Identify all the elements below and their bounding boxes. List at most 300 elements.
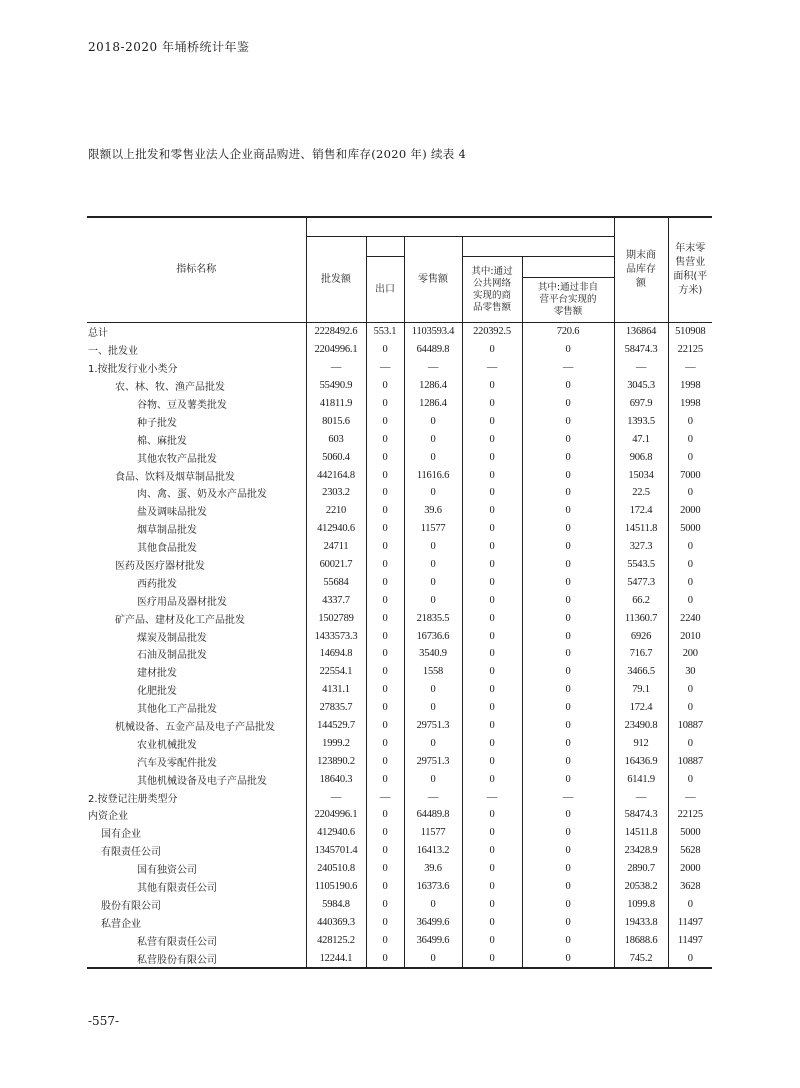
- cell-online-retail: 0: [462, 412, 522, 430]
- cell-wholesale: 5060.4: [306, 448, 366, 466]
- row-label: 农、林、牧、渔产品批发: [115, 382, 225, 394]
- cell-wholesale: 4131.1: [306, 681, 366, 699]
- cell-export: 0: [366, 645, 404, 663]
- cell-export: 0: [366, 412, 404, 430]
- cell-retail-area: 0: [668, 448, 712, 466]
- cell-retail-area: 1998: [668, 377, 712, 395]
- row-label: 西药批发: [137, 578, 177, 590]
- cell-nonself-retail: 0: [522, 591, 614, 609]
- cell-retail: 16413.2: [404, 842, 462, 860]
- cell-retail-area: 5628: [668, 842, 712, 860]
- cell-inventory: —: [614, 788, 668, 806]
- cell-inventory: 5543.5: [614, 556, 668, 574]
- cell-export: 0: [366, 770, 404, 788]
- cell-retail: 0: [404, 538, 462, 556]
- cell-inventory: 912: [614, 734, 668, 752]
- cell-online-retail: 0: [462, 395, 522, 413]
- cell-retail: 0: [404, 681, 462, 699]
- cell-inventory: 6141.9: [614, 770, 668, 788]
- cell-retail-area: 510908: [668, 323, 712, 341]
- cell-export: 0: [366, 949, 404, 968]
- row-label: 烟草制品批发: [137, 525, 197, 537]
- cell-online-retail: 0: [462, 806, 522, 824]
- cell-retail-area: 0: [668, 949, 712, 968]
- cell-online-retail: 0: [462, 430, 522, 448]
- cell-inventory: 3466.5: [614, 663, 668, 681]
- header-area-line4: 方米): [678, 285, 703, 296]
- cell-export: 0: [366, 609, 404, 627]
- cell-nonself-retail: 0: [522, 913, 614, 931]
- cell-wholesale: 412940.6: [306, 520, 366, 538]
- cell-export: 0: [366, 663, 404, 681]
- cell-retail-area: 2000: [668, 860, 712, 878]
- cell-retail: 36499.6: [404, 913, 462, 931]
- cell-online-retail: 0: [462, 484, 522, 502]
- header-area-line1: 年末零: [675, 243, 706, 254]
- cell-wholesale: 60021.7: [306, 556, 366, 574]
- cell-retail-area: 22125: [668, 341, 712, 359]
- cell-online-retail: 0: [462, 913, 522, 931]
- cell-online-retail: 0: [462, 681, 522, 699]
- cell-wholesale: 4337.7: [306, 591, 366, 609]
- cell-online-retail: 0: [462, 502, 522, 520]
- cell-retail-area: 0: [668, 591, 712, 609]
- cell-retail-area: —: [668, 359, 712, 377]
- row-label: 种子批发: [137, 417, 177, 429]
- table-row: [87, 717, 712, 735]
- cell-export: 0: [366, 341, 404, 359]
- cell-wholesale: 55684: [306, 573, 366, 591]
- row-label: 其他机械设备及电子产品批发: [137, 775, 267, 787]
- table-row: [87, 538, 712, 556]
- row-label: 医疗用品及器材批发: [137, 596, 227, 608]
- cell-retail: 0: [404, 556, 462, 574]
- cell-retail: 0: [404, 949, 462, 968]
- cell-wholesale: 55490.9: [306, 377, 366, 395]
- cell-retail-area: 5000: [668, 520, 712, 538]
- table-row: [87, 627, 712, 645]
- cell-online-retail: 0: [462, 663, 522, 681]
- cell-retail-area: 0: [668, 412, 712, 430]
- table-row: [87, 573, 712, 591]
- cell-online-retail: 0: [462, 520, 522, 538]
- cell-retail: 16373.6: [404, 878, 462, 896]
- cell-retail-area: 0: [668, 681, 712, 699]
- cell-retail-area: 0: [668, 896, 712, 914]
- table-row: [87, 788, 712, 806]
- row-label: 煤炭及制品批发: [137, 632, 207, 644]
- table-row: [87, 681, 712, 699]
- cell-wholesale: 5984.8: [306, 896, 366, 914]
- table-row: [87, 645, 712, 663]
- cell-export: 0: [366, 591, 404, 609]
- header-inventory-line2: 品库存: [626, 264, 657, 275]
- cell-retail: 0: [404, 699, 462, 717]
- cell-wholesale: 8015.6: [306, 412, 366, 430]
- cell-export: 0: [366, 520, 404, 538]
- cell-inventory: 22.5: [614, 484, 668, 502]
- cell-nonself-retail: 0: [522, 699, 614, 717]
- cell-nonself-retail: 0: [522, 878, 614, 896]
- cell-wholesale: 41811.9: [306, 395, 366, 413]
- cell-online-retail: 0: [462, 573, 522, 591]
- cell-inventory: 47.1: [614, 430, 668, 448]
- cell-nonself-retail: 0: [522, 377, 614, 395]
- header-online-top-right: [522, 257, 614, 278]
- row-label: 食品、饮料及烟草制品批发: [115, 471, 235, 483]
- table-row: [87, 502, 712, 520]
- header-online-line4: 品零售额: [472, 301, 511, 313]
- table-title: 限额以上批发和零售业法人企业商品购进、销售和库存(2020 年) 续表 4: [88, 147, 467, 161]
- cell-retail: 11577: [404, 520, 462, 538]
- cell-nonself-retail: 0: [522, 484, 614, 502]
- cell-retail: —: [404, 788, 462, 806]
- table-row: [87, 359, 712, 377]
- cell-online-retail: 0: [462, 860, 522, 878]
- row-label: 棉、麻批发: [137, 435, 187, 447]
- cell-retail-area: 10887: [668, 752, 712, 770]
- header-online-retail: [462, 257, 522, 323]
- row-label: 其他食品批发: [137, 543, 197, 555]
- row-label: 建材批发: [137, 668, 177, 680]
- table-row: [87, 806, 712, 824]
- row-label: 总计: [88, 328, 108, 340]
- cell-retail: 0: [404, 412, 462, 430]
- cell-export: 0: [366, 681, 404, 699]
- cell-nonself-retail: 0: [522, 949, 614, 968]
- cell-nonself-retail: 0: [522, 896, 614, 914]
- cell-nonself-retail: —: [522, 788, 614, 806]
- row-label: 肉、禽、蛋、奶及水产品批发: [137, 489, 267, 501]
- cell-retail-area: 0: [668, 734, 712, 752]
- cell-online-retail: 0: [462, 824, 522, 842]
- cell-wholesale: 123890.2: [306, 752, 366, 770]
- cell-retail-area: 2000: [668, 502, 712, 520]
- cell-nonself-retail: 0: [522, 502, 614, 520]
- table-row: [87, 734, 712, 752]
- cell-export: 0: [366, 824, 404, 842]
- cell-retail: 39.6: [404, 502, 462, 520]
- cell-wholesale: 603: [306, 430, 366, 448]
- row-label: 矿产品、建材及化工产品批发: [115, 614, 245, 626]
- cell-nonself-retail: 0: [522, 770, 614, 788]
- header-online-line2: 公共网络: [472, 277, 511, 289]
- cell-online-retail: —: [462, 359, 522, 377]
- header-inventory: [614, 217, 668, 323]
- table-row: [87, 931, 712, 949]
- row-label: 其他有限责任公司: [137, 883, 217, 895]
- cell-online-retail: 0: [462, 842, 522, 860]
- row-label: 化肥批发: [137, 686, 177, 698]
- header-area-line3: 面积(平: [673, 271, 708, 282]
- cell-online-retail: 0: [462, 770, 522, 788]
- cell-retail: 21835.5: [404, 609, 462, 627]
- cell-wholesale: 2210: [306, 502, 366, 520]
- cell-retail-area: —: [668, 788, 712, 806]
- cell-nonself-retail: —: [522, 359, 614, 377]
- cell-nonself-retail: 0: [522, 395, 614, 413]
- cell-export: 0: [366, 573, 404, 591]
- cell-inventory: 172.4: [614, 699, 668, 717]
- cell-wholesale: 14694.8: [306, 645, 366, 663]
- cell-wholesale: 2204996.1: [306, 341, 366, 359]
- cell-export: 0: [366, 896, 404, 914]
- cell-inventory: 172.4: [614, 502, 668, 520]
- cell-wholesale: 412940.6: [306, 824, 366, 842]
- table-row: [87, 556, 712, 574]
- header-wholesale: 批发额: [306, 237, 366, 323]
- header-nonself-retail: [522, 278, 614, 323]
- row-label: 私营股份有限公司: [87, 949, 306, 968]
- cell-retail-area: 30: [668, 663, 712, 681]
- cell-wholesale: 24711: [306, 538, 366, 556]
- cell-wholesale: 2204996.1: [306, 806, 366, 824]
- cell-wholesale: 144529.7: [306, 717, 366, 735]
- cell-inventory: 1099.8: [614, 896, 668, 914]
- cell-nonself-retail: 0: [522, 466, 614, 484]
- row-label: 其他化工产品批发: [137, 704, 217, 716]
- header-nonself-line3: 零售额: [553, 306, 583, 317]
- cell-wholesale: —: [306, 359, 366, 377]
- row-label: 医药及医疗器材批发: [115, 561, 205, 573]
- cell-inventory: 19433.8: [614, 913, 668, 931]
- cell-online-retail: 0: [462, 341, 522, 359]
- cell-inventory: 1393.5: [614, 412, 668, 430]
- cell-export: —: [366, 788, 404, 806]
- cell-nonself-retail: 0: [522, 931, 614, 949]
- cell-retail-area: 2010: [668, 627, 712, 645]
- cell-export: —: [366, 359, 404, 377]
- header-nonself-line1: 其中:通过非自: [537, 282, 599, 293]
- table-row: [87, 484, 712, 502]
- table-row: [87, 412, 712, 430]
- cell-retail-area: 11497: [668, 931, 712, 949]
- cell-online-retail: 0: [462, 949, 522, 968]
- row-label: 盐及调味品批发: [137, 507, 207, 519]
- cell-inventory: 66.2: [614, 591, 668, 609]
- cell-export: 0: [366, 878, 404, 896]
- cell-inventory: 23490.8: [614, 717, 668, 735]
- cell-retail: 1558: [404, 663, 462, 681]
- cell-export: 0: [366, 717, 404, 735]
- cell-retail-area: 2240: [668, 609, 712, 627]
- table-row: [87, 377, 712, 395]
- table-row: [87, 466, 712, 484]
- cell-export: 0: [366, 806, 404, 824]
- cell-inventory: 14511.8: [614, 520, 668, 538]
- cell-retail-area: 200: [668, 645, 712, 663]
- table-row: [87, 395, 712, 413]
- cell-inventory: 16436.9: [614, 752, 668, 770]
- header-nonself-line2: 营平台实现的: [539, 294, 597, 305]
- cell-export: 0: [366, 860, 404, 878]
- header-online-spacer: [462, 237, 614, 257]
- cell-retail: 3540.9: [404, 645, 462, 663]
- header-inventory-line1: 期末商: [626, 250, 657, 261]
- row-label: 汽车及零配件批发: [137, 757, 217, 769]
- cell-inventory: 716.7: [614, 645, 668, 663]
- cell-inventory: —: [614, 359, 668, 377]
- cell-online-retail: 0: [462, 466, 522, 484]
- cell-nonself-retail: 0: [522, 573, 614, 591]
- cell-wholesale: 428125.2: [306, 931, 366, 949]
- cell-export: 0: [366, 734, 404, 752]
- cell-export: 0: [366, 913, 404, 931]
- statistics-table-wrapper: [87, 216, 712, 969]
- table-row: [87, 896, 712, 914]
- row-label: 机械设备、五金产品及电子产品批发: [115, 722, 275, 734]
- cell-export: 0: [366, 842, 404, 860]
- cell-retail: 64489.8: [404, 806, 462, 824]
- cell-retail-area: 7000: [668, 466, 712, 484]
- cell-inventory: 23428.9: [614, 842, 668, 860]
- cell-inventory: 136864: [614, 323, 668, 341]
- cell-retail: 29751.3: [404, 717, 462, 735]
- cell-export: 0: [366, 395, 404, 413]
- row-label: 内资企业: [88, 811, 128, 823]
- cell-retail: 1103593.4: [404, 323, 462, 341]
- cell-inventory: 15034: [614, 466, 668, 484]
- cell-nonself-retail: 0: [522, 538, 614, 556]
- cell-retail: 11577: [404, 824, 462, 842]
- cell-inventory: 2890.7: [614, 860, 668, 878]
- cell-inventory: 14511.8: [614, 824, 668, 842]
- row-label: 农业机械批发: [137, 739, 197, 751]
- cell-inventory: 697.9: [614, 395, 668, 413]
- cell-export: 0: [366, 502, 404, 520]
- row-label: 股份有限公司: [101, 900, 161, 912]
- cell-nonself-retail: 0: [522, 448, 614, 466]
- cell-export: 0: [366, 627, 404, 645]
- cell-nonself-retail: 0: [522, 341, 614, 359]
- cell-nonself-retail: 0: [522, 412, 614, 430]
- header-retail-area: [668, 217, 712, 323]
- row-label: 私营有限责任公司: [137, 936, 217, 948]
- table-row: [87, 341, 712, 359]
- page-number: -557-: [88, 1014, 120, 1028]
- table-row: [87, 860, 712, 878]
- row-label: 石油及制品批发: [137, 650, 207, 662]
- table-body: [87, 323, 712, 969]
- cell-retail-area: 0: [668, 484, 712, 502]
- cell-retail-area: 0: [668, 699, 712, 717]
- cell-retail-area: 3628: [668, 878, 712, 896]
- header-blank-span: [306, 217, 614, 237]
- cell-export: 0: [366, 538, 404, 556]
- cell-nonself-retail: 0: [522, 717, 614, 735]
- cell-online-retail: 0: [462, 591, 522, 609]
- cell-retail-area: 11497: [668, 913, 712, 931]
- cell-nonself-retail: 0: [522, 860, 614, 878]
- cell-retail-area: 1998: [668, 395, 712, 413]
- cell-online-retail: 0: [462, 377, 522, 395]
- cell-export: 0: [366, 752, 404, 770]
- cell-nonself-retail: 0: [522, 663, 614, 681]
- cell-retail: 1286.4: [404, 377, 462, 395]
- cell-export: 0: [366, 484, 404, 502]
- cell-wholesale: 2303.2: [306, 484, 366, 502]
- cell-online-retail: 0: [462, 717, 522, 735]
- cell-wholesale: 1345701.4: [306, 842, 366, 860]
- cell-inventory: 11360.7: [614, 609, 668, 627]
- cell-retail: 1286.4: [404, 395, 462, 413]
- table-row: [87, 609, 712, 627]
- table-row: [87, 663, 712, 681]
- table-row: [87, 824, 712, 842]
- cell-retail-area: 0: [668, 770, 712, 788]
- header-online-line3: 实现的商: [472, 289, 511, 301]
- cell-nonself-retail: 0: [522, 842, 614, 860]
- table-row: [87, 949, 712, 968]
- cell-retail-area: 22125: [668, 806, 712, 824]
- cell-wholesale: 2228492.6: [306, 323, 366, 341]
- cell-export: 0: [366, 430, 404, 448]
- cell-nonself-retail: 0: [522, 627, 614, 645]
- cell-online-retail: 220392.5: [462, 323, 522, 341]
- cell-online-retail: 0: [462, 734, 522, 752]
- cell-export: 0: [366, 466, 404, 484]
- cell-nonself-retail: 0: [522, 645, 614, 663]
- header-export-spacer: [366, 237, 404, 257]
- cell-retail-area: 5000: [668, 824, 712, 842]
- cell-wholesale: 440369.3: [306, 913, 366, 931]
- cell-retail: 0: [404, 484, 462, 502]
- table-row: [87, 520, 712, 538]
- row-label: 2.按登记注册类型分: [88, 793, 178, 805]
- table-header: [87, 217, 712, 323]
- cell-export: 0: [366, 377, 404, 395]
- cell-retail: —: [404, 359, 462, 377]
- cell-online-retail: 0: [462, 609, 522, 627]
- cell-retail-area: 0: [668, 573, 712, 591]
- cell-online-retail: 0: [462, 627, 522, 645]
- cell-inventory: 58474.3: [614, 341, 668, 359]
- cell-retail: 29751.3: [404, 752, 462, 770]
- cell-wholesale: 442164.8: [306, 466, 366, 484]
- cell-nonself-retail: 720.6: [522, 323, 614, 341]
- cell-nonself-retail: 0: [522, 556, 614, 574]
- row-label: 有限责任公司: [101, 847, 161, 859]
- cell-nonself-retail: 0: [522, 520, 614, 538]
- cell-online-retail: 0: [462, 931, 522, 949]
- table-row: [87, 448, 712, 466]
- cell-nonself-retail: 0: [522, 609, 614, 627]
- cell-export: 553.1: [366, 323, 404, 341]
- cell-retail: 11616.6: [404, 466, 462, 484]
- cell-online-retail: —: [462, 788, 522, 806]
- cell-online-retail: 0: [462, 699, 522, 717]
- cell-retail-area: 0: [668, 430, 712, 448]
- header-export: 出口: [366, 257, 404, 323]
- cell-wholesale: 27835.7: [306, 699, 366, 717]
- statistics-table: [87, 216, 712, 969]
- table-row: [87, 770, 712, 788]
- table-row: [87, 430, 712, 448]
- running-head: 2018-2020 年埇桥统计年鉴: [88, 40, 250, 54]
- cell-inventory: 327.3: [614, 538, 668, 556]
- cell-wholesale: 1433573.3: [306, 627, 366, 645]
- table-row: [87, 699, 712, 717]
- cell-inventory: 20538.2: [614, 878, 668, 896]
- cell-online-retail: 0: [462, 645, 522, 663]
- row-label: 1.按批发行业小类分: [88, 364, 178, 376]
- cell-retail: 0: [404, 896, 462, 914]
- cell-wholesale: 240510.8: [306, 860, 366, 878]
- cell-online-retail: 0: [462, 752, 522, 770]
- cell-retail: 0: [404, 448, 462, 466]
- cell-nonself-retail: 0: [522, 806, 614, 824]
- cell-nonself-retail: 0: [522, 752, 614, 770]
